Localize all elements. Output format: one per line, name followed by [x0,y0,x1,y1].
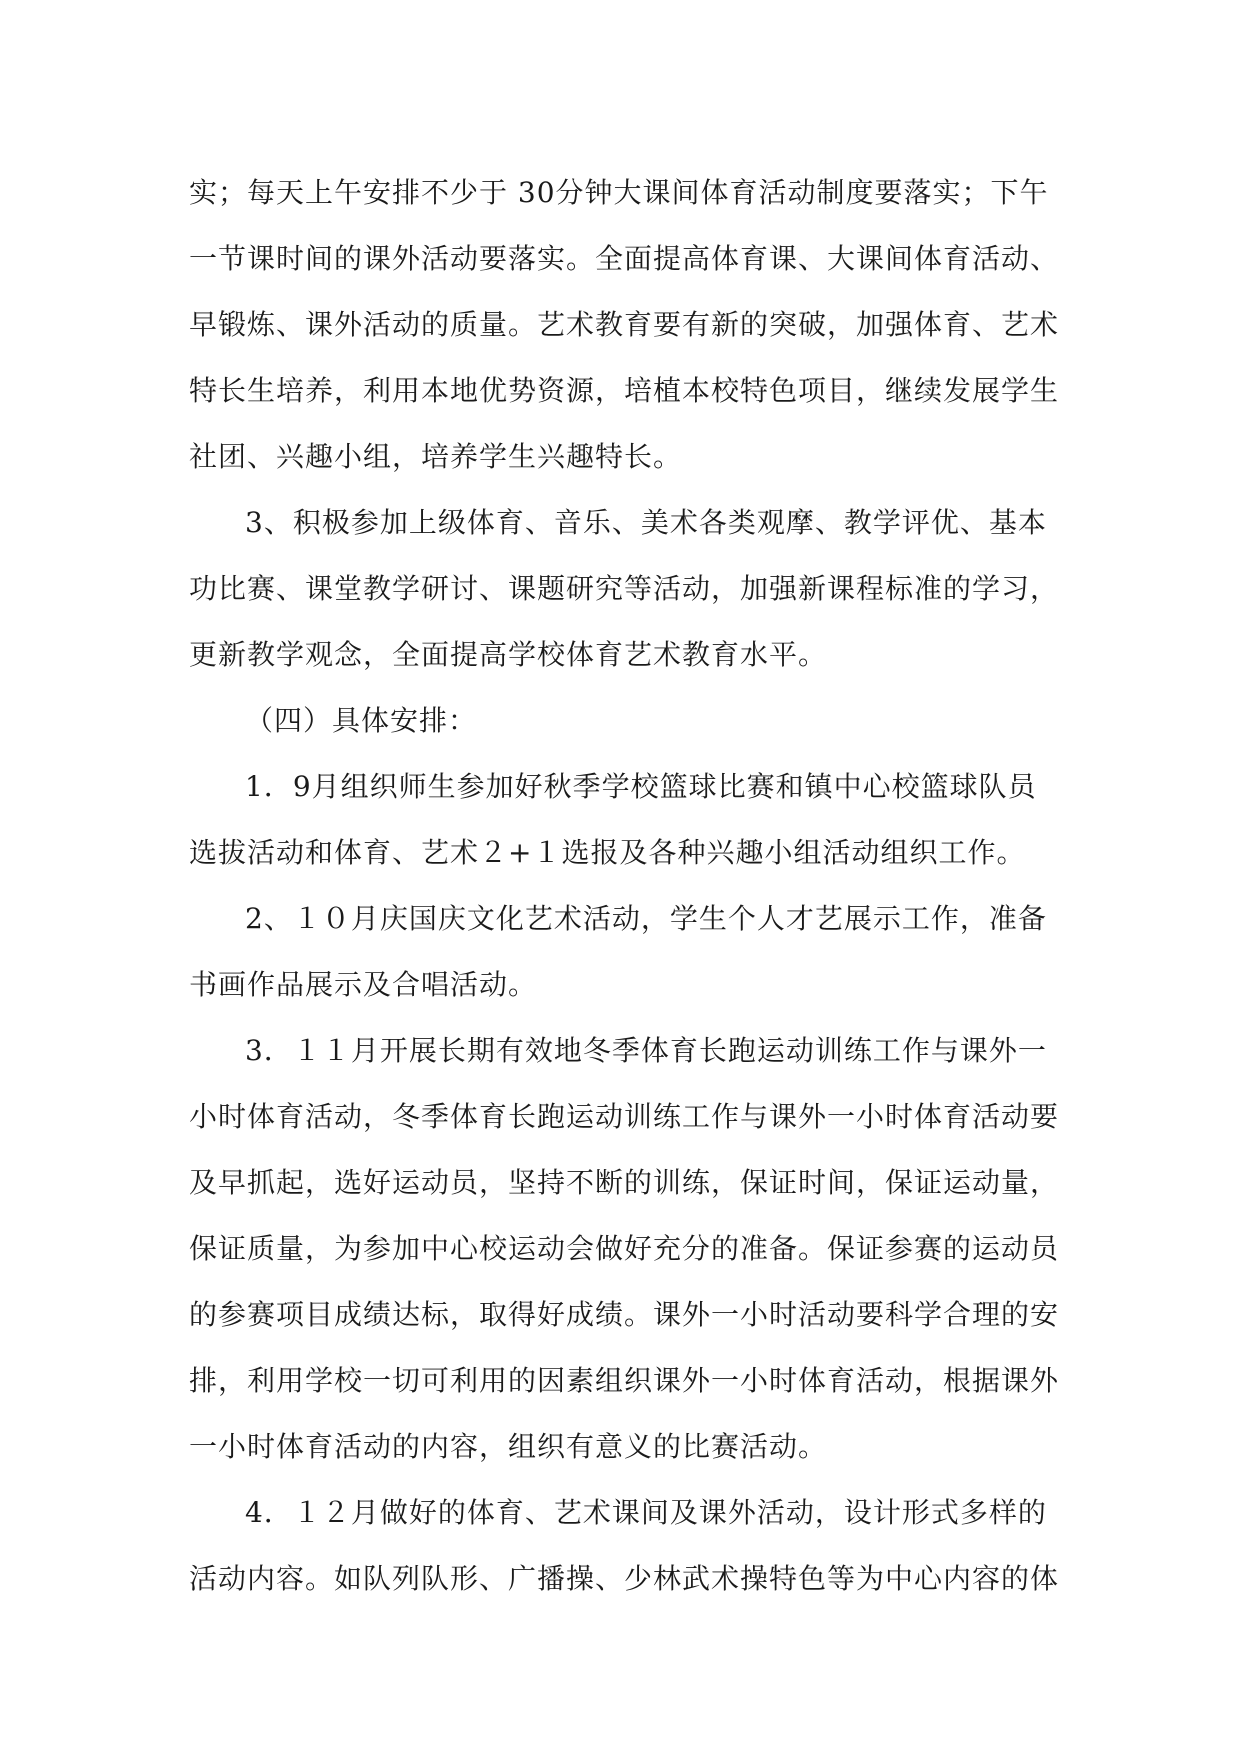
text-line: 功比赛、课堂教学研讨、课题研究等活动，加强新课程标准的学习， [189,572,1060,605]
text-line: 一小时体育活动的内容，组织有意义的比赛活动。 [189,1430,828,1463]
paragraph-start-line: 3、积极参加上级体育、音乐、美术各类观摩、教学评优、基本 [245,506,1047,539]
text-line: 活动内容。如队列队形、广播操、少林武术操特色等为中心内容的体 [189,1562,1060,1595]
section-heading: （四）具体安排： [245,704,478,737]
text-line: 一节课时间的课外活动要落实。全面提高体育课、大课间体育活动、 [189,242,1060,275]
paragraph-start-line: 2、１０月庆国庆文化艺术活动，学生个人才艺展示工作，准备 [245,902,1047,935]
paragraph-start-line: 3．１１月开展长期有效地冬季体育长跑运动训练工作与课外一 [245,1034,1047,1067]
paragraph-start-line: 1．9月组织师生参加好秋季学校篮球比赛和镇中心校篮球队员 [245,770,1037,803]
text-line: 社团、兴趣小组，培养学生兴趣特长。 [189,440,683,473]
text-line: 保证质量，为参加中心校运动会做好充分的准备。保证参赛的运动员 [189,1232,1060,1265]
text-line: 书画作品展示及合唱活动。 [189,968,538,1001]
document-body [189,160,1060,1612]
text-line: 排，利用学校一切可利用的因素组织课外一小时体育活动，根据课外 [189,1364,1060,1397]
text-line: 选拔活动和体育、艺术２+１选报及各种兴趣小组活动组织工作。 [189,836,1026,869]
text-line: 更新教学观念，全面提高学校体育艺术教育水平。 [189,638,828,671]
text-line: 小时体育活动，冬季体育长跑运动训练工作与课外一小时体育活动要 [189,1100,1060,1133]
text-line: 及早抓起，选好运动员，坚持不断的训练，保证时间，保证运动量， [189,1166,1060,1199]
text-line: 早锻炼、课外活动的质量。艺术教育要有新的突破，加强体育、艺术 [189,308,1060,341]
text-line: 实；每天上午安排不少于 30分钟大课间体育活动制度要落实；下午 [189,176,1049,209]
text-line: 特长生培养，利用本地优势资源，培植本校特色项目，继续发展学生 [189,374,1060,407]
paragraph-start-line: 4．１２月做好的体育、艺术课间及课外活动，设计形式多样的 [245,1496,1047,1529]
text-line: 的参赛项目成绩达标，取得好成绩。课外一小时活动要科学合理的安 [189,1298,1060,1331]
